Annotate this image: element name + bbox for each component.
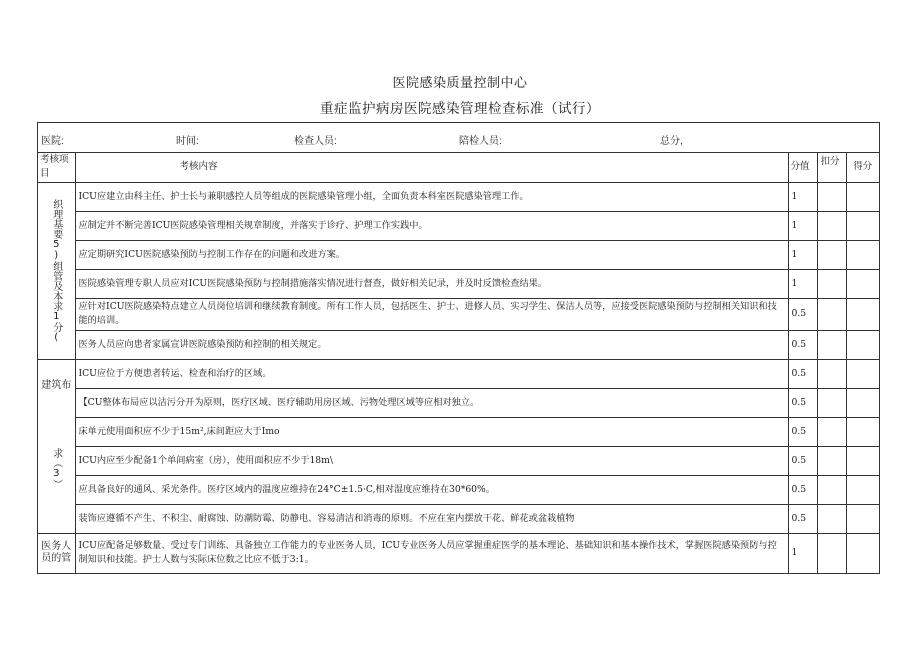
score-value: 0.5	[788, 446, 817, 475]
table-row	[38, 298, 879, 330]
got-cell	[846, 182, 879, 211]
info-row	[38, 123, 879, 153]
score-value: 0.5	[788, 359, 817, 388]
deduct-cell	[817, 388, 846, 417]
got-cell	[846, 298, 879, 330]
criterion-text: 装饰应遵循不产生、不积尘、耐腐蚀、防潮防霉、防静电、容易清洁和消毒的原则。不应在室内摆放干花、鲜花或盆栽植物	[75, 504, 788, 533]
table-row	[38, 269, 879, 298]
hospital-label: 医院:	[41, 136, 64, 147]
section-label-top: 建筑布	[41, 379, 72, 391]
inspector-label: 检查人员:	[294, 136, 337, 147]
table-row	[38, 446, 879, 475]
table-row	[38, 388, 879, 417]
inspection-form	[37, 122, 880, 574]
criterion-text: 【CU整体布局应以洁污分开为原则，医疗区域、医疗辅助用房区域、污物处理区域等应相对独立。	[75, 388, 788, 417]
score-value: 0.5	[788, 298, 817, 330]
deduct-cell	[817, 330, 846, 359]
section-label-staff	[38, 533, 75, 573]
section-label-building	[38, 359, 75, 533]
got-cell	[846, 475, 879, 504]
deduct-cell	[817, 417, 846, 446]
table-row	[38, 417, 879, 446]
deduct-cell	[817, 533, 846, 573]
org-title: 医院感染质量控制中心	[392, 76, 528, 91]
score-value: 0.5	[788, 330, 817, 359]
got-cell	[846, 446, 879, 475]
deduct-cell	[817, 269, 846, 298]
criterion-text: ICU应配备足够数量、受过专门训练、具备独立工作能力的专业医务人员，ICU专业医务人员应掌握重症医学的基本理论、基础知识和基本操作技术，掌握医院感染预防与控制知识和技能。护士人数与实际床位数之比应不低于3:1。	[75, 533, 788, 573]
document-title: 重症监护病房医院感染管理检查标准（试行）	[320, 101, 600, 117]
deduct-cell	[817, 298, 846, 330]
table-row	[38, 359, 879, 388]
score-value: 1	[788, 182, 817, 211]
deduct-cell	[817, 182, 846, 211]
score-value: 0.5	[788, 417, 817, 446]
got-cell	[846, 359, 879, 388]
table-row	[38, 240, 879, 269]
criterion-text: 应制定并不断完善ICU医院感染管理相关规章制度，并落实于诊疗、护理工作实践中。	[75, 211, 788, 240]
criterion-text: ICU应位于方便患者转运、检查和治疗的区域。	[75, 359, 788, 388]
column-got-header: 得分	[846, 153, 879, 182]
got-cell	[846, 504, 879, 533]
table-row	[38, 182, 879, 211]
criterion-text: 床单元使用面积应不少于15m²,床间距应大于Imo	[75, 417, 788, 446]
deduct-cell	[817, 504, 846, 533]
table-row	[38, 504, 879, 533]
score-value: 1	[788, 211, 817, 240]
criteria-table	[38, 153, 879, 573]
got-cell	[846, 533, 879, 573]
score-value: 1	[788, 533, 817, 573]
criterion-text: 应定期研究ICU医院感染预防与控制工作存在的问题和改进方案。	[75, 240, 788, 269]
criterion-text: 医务人员应向患者家属宣讲医院感染预防和控制的相关规定。	[75, 330, 788, 359]
got-cell	[846, 269, 879, 298]
deduct-cell	[817, 359, 846, 388]
deduct-cell	[817, 446, 846, 475]
got-cell	[846, 417, 879, 446]
section-label-text: 医务人员的管	[41, 541, 72, 565]
criterion-text: 医院感染管理专职人员应对ICU医院感染预防与控制措施落实情况进行督查，做好相关记录，并及时反馈检查结果。	[75, 269, 788, 298]
got-cell	[846, 388, 879, 417]
deduct-cell	[817, 475, 846, 504]
score-value: 0.5	[788, 475, 817, 504]
table-row	[38, 475, 879, 504]
deduct-cell	[817, 211, 846, 240]
score-value: 0.5	[788, 504, 817, 533]
total-label: 总分,	[660, 136, 683, 147]
score-value: 1	[788, 269, 817, 298]
got-cell	[846, 330, 879, 359]
table-row	[38, 330, 879, 359]
column-deduct-header: 扣分	[817, 153, 846, 182]
criterion-text: 应针对ICU医院感染特点建立人员岗位培训和继续教育制度。所有工作人员，包括医生、护士、进修人员、实习学生、保洁人员等，应接受医院感染预防与控制相关知识和技能的培训。	[75, 298, 788, 330]
column-header-row	[38, 153, 879, 182]
section-label-text: 织理基要5)组管及本求1分(	[50, 198, 62, 343]
table-row	[38, 211, 879, 240]
section-label-bottom: 求（3）	[50, 447, 62, 489]
criterion-text: ICU内应至少配备1个单间病室（房），使用面积应不少于18m\	[75, 446, 788, 475]
companion-label: 陪检人员:	[459, 136, 502, 147]
column-item-header: 考核项目	[38, 153, 75, 182]
time-label: 时间:	[176, 136, 199, 147]
score-value: 1	[788, 240, 817, 269]
score-value: 0.5	[788, 388, 817, 417]
table-row	[38, 533, 879, 573]
deduct-cell	[817, 240, 846, 269]
got-cell	[846, 240, 879, 269]
got-cell	[846, 211, 879, 240]
criterion-text: 应具备良好的通风、采光条件。医疗区域内的温度应维持在24°C±1.5·C,相对湿度应维持在30*60%。	[75, 475, 788, 504]
criterion-text: ICU应建立由科主任、护士长与兼职感控人员等组成的医院感染管理小组，全面负责本科室医院感染管理工作。	[75, 182, 788, 211]
section-label-organization	[38, 182, 75, 359]
column-content-header: 考核内容	[75, 153, 788, 182]
column-score-header: 分值	[788, 153, 817, 182]
